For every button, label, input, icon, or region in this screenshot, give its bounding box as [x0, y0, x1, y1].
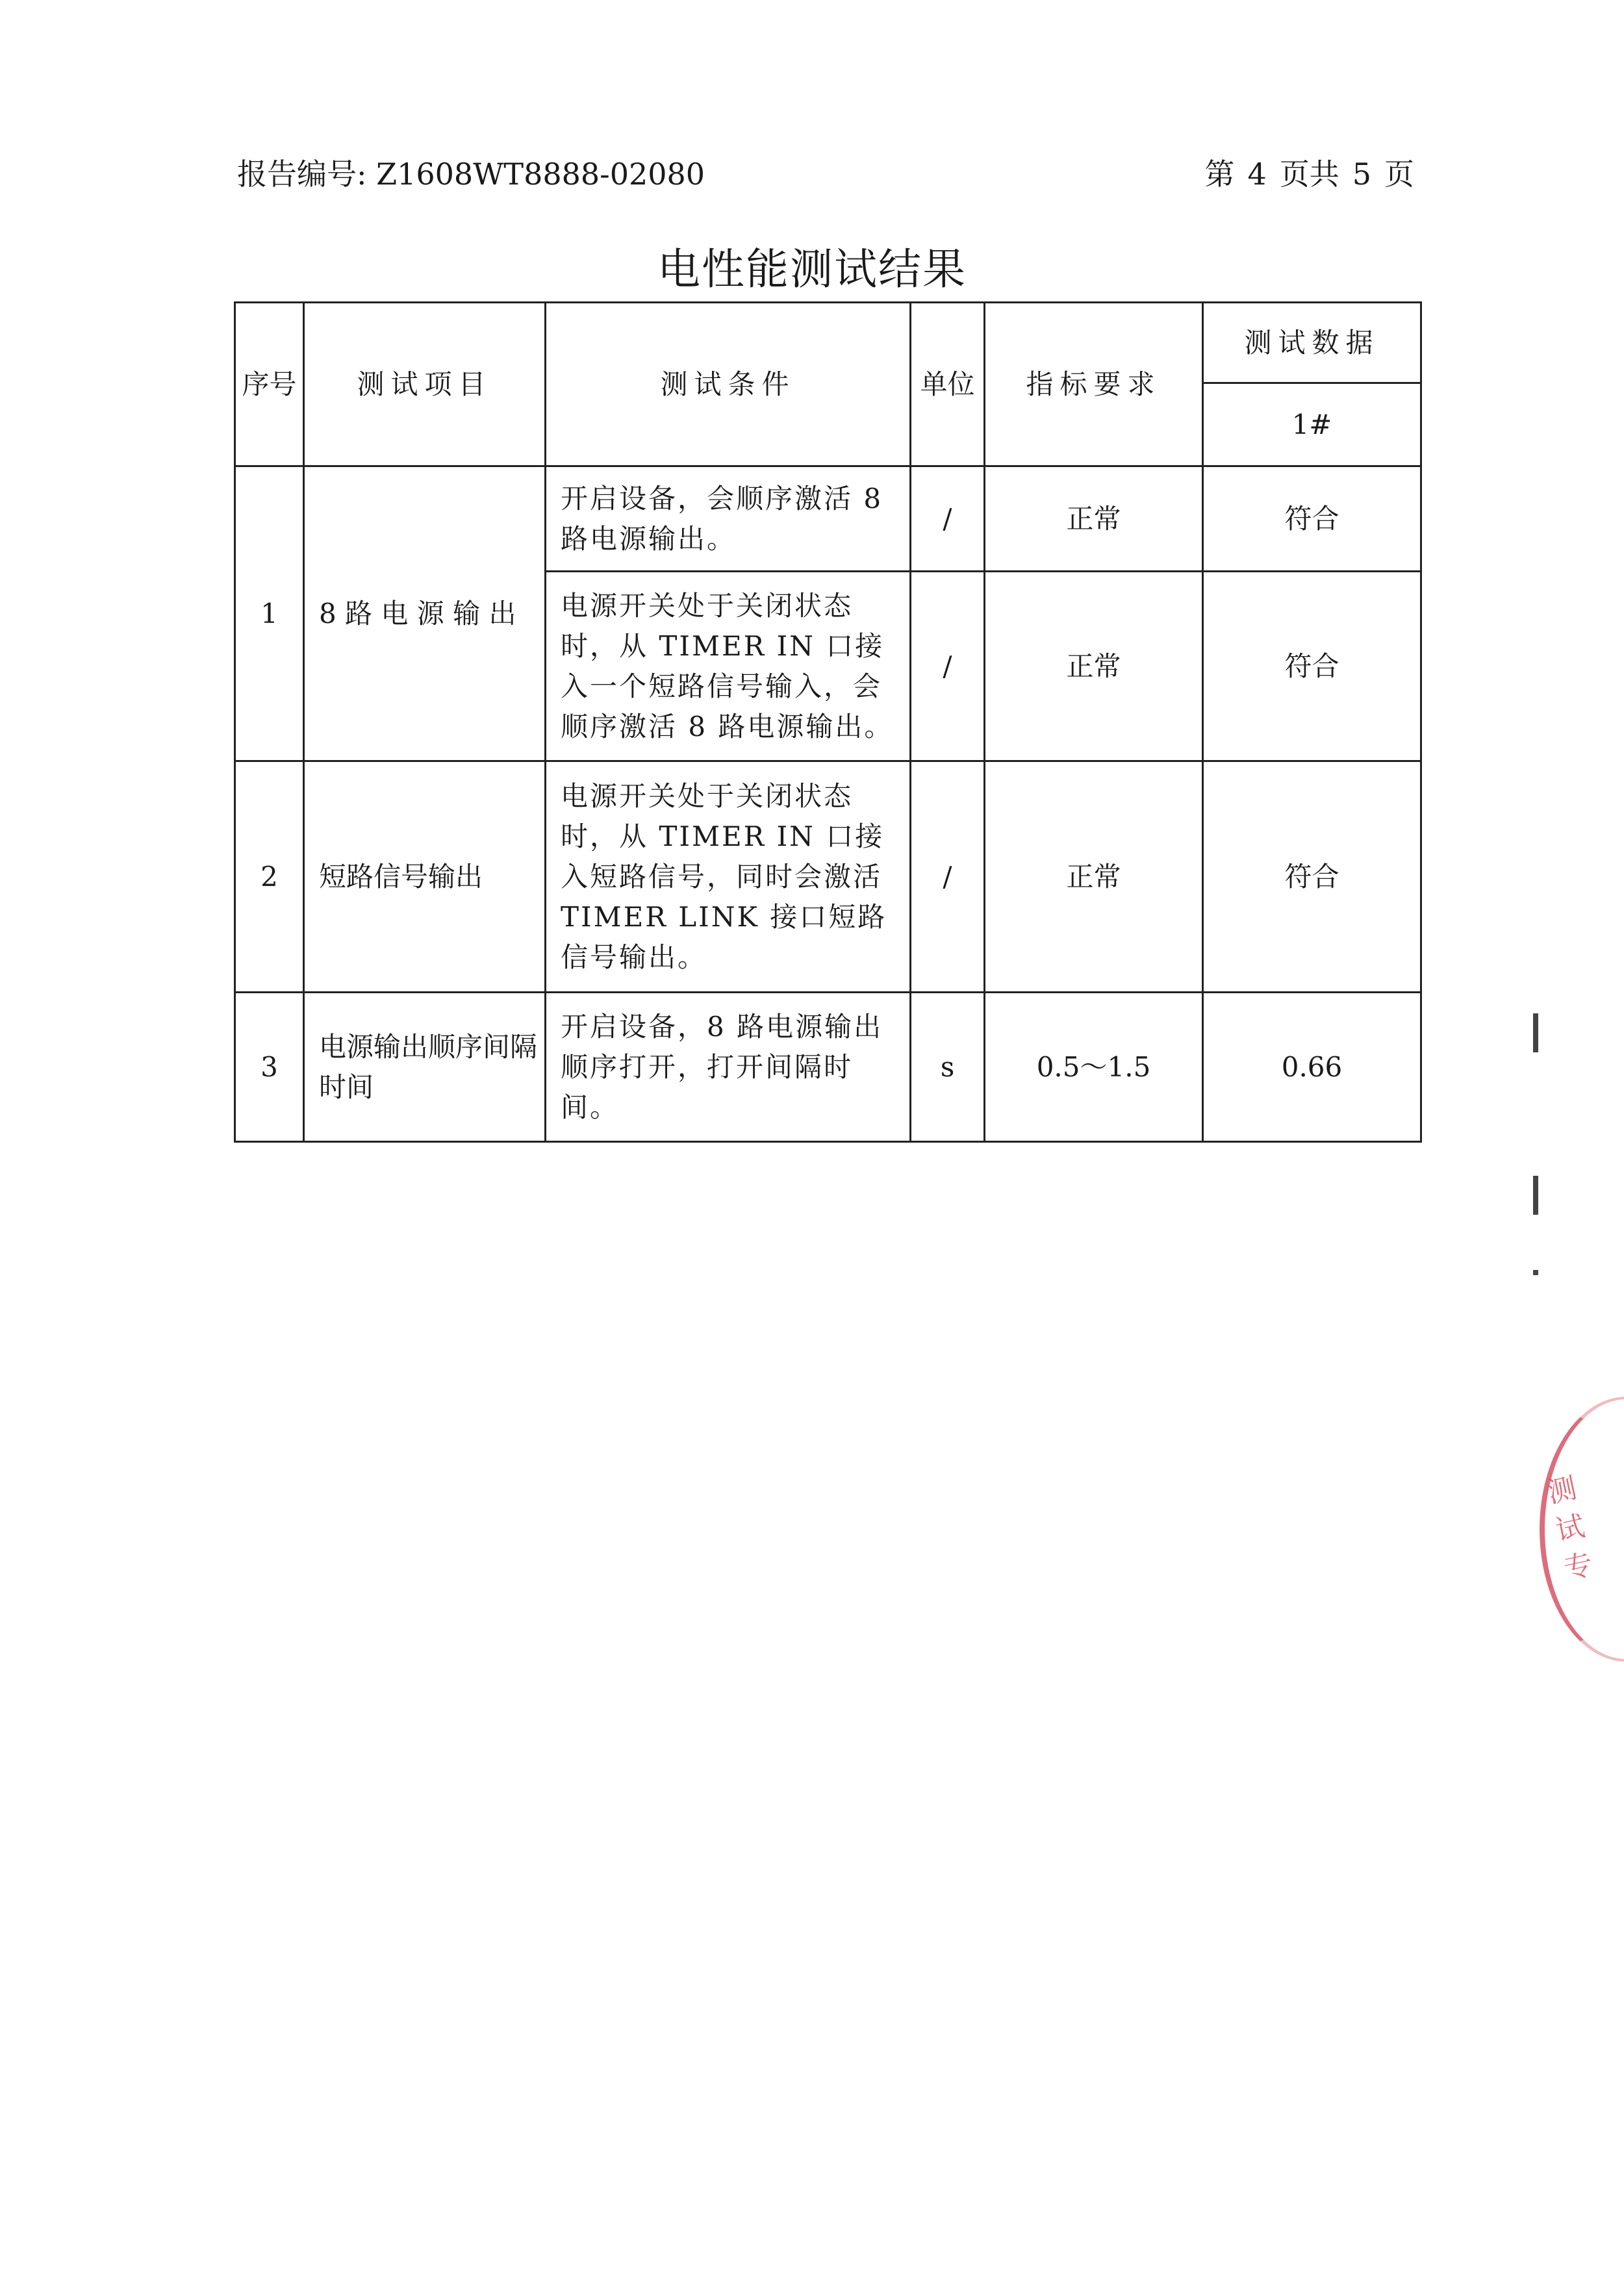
report-number — [237, 155, 705, 194]
row-item: 8 路 电 源 输 出 — [304, 466, 546, 761]
header-item: 测试项目 — [304, 303, 546, 466]
page-number — [1198, 155, 1421, 194]
report-number-label: 报告编号: — [237, 157, 367, 192]
row-requirement: 正常 — [985, 466, 1203, 572]
row-requirement: 正常 — [985, 572, 1203, 761]
header-condition: 测试条件 — [546, 303, 911, 466]
page-prefix: 第 — [1204, 157, 1235, 192]
table-row — [235, 993, 1421, 1142]
header-row — [235, 303, 1421, 383]
row-seq: 3 — [235, 993, 304, 1142]
header-sample: 1# — [1203, 383, 1421, 466]
page-header — [237, 155, 1421, 194]
header-requirement: 指标要求 — [985, 303, 1203, 466]
header-unit: 单位 — [911, 303, 985, 466]
row-result: 符合 — [1203, 572, 1421, 761]
row-condition: 电源开关处于关闭状态时，从 TIMER IN 口接入短路信号，同时会激活 TIMER LINK 接口短路信号输出。 — [546, 761, 911, 993]
row-seq: 2 — [235, 761, 304, 993]
header-seq: 序号 — [235, 303, 304, 466]
table-row — [235, 466, 1421, 572]
row-unit: / — [911, 761, 985, 993]
row-condition: 开启设备，会顺序激活 8 路电源输出。 — [546, 466, 911, 572]
report-number-value: Z1608WT8888-02080 — [376, 157, 705, 192]
row-result: 符合 — [1203, 466, 1421, 572]
row-condition: 开启设备，8 路电源输出顺序打开，打开间隔时间。 — [546, 993, 911, 1142]
page-current: 4 — [1247, 157, 1267, 192]
page-suffix: 页 — [1384, 157, 1414, 192]
table-row — [235, 761, 1421, 993]
row-unit: / — [911, 572, 985, 761]
row-requirement: 正常 — [985, 761, 1203, 993]
row-seq: 1 — [235, 466, 304, 761]
scan-mark — [1533, 1270, 1538, 1275]
seal-text: 测试专 — [1544, 1471, 1596, 1586]
scan-mark — [1533, 1176, 1538, 1215]
row-item: 短路信号输出 — [304, 761, 546, 993]
scan-mark — [1533, 1013, 1538, 1052]
row-unit: / — [911, 466, 985, 572]
row-requirement: 0.5～1.5 — [985, 993, 1203, 1142]
row-unit: s — [911, 993, 985, 1142]
document-title: 电性能测试结果 — [657, 244, 967, 294]
row-item: 电源输出顺序间隔时间 — [304, 993, 546, 1142]
row-condition: 电源开关处于关闭状态时，从 TIMER IN 口接入一个短路信号输入，会顺序激活 8 路电源输出。 — [546, 572, 911, 761]
page-mid: 页共 — [1279, 157, 1339, 192]
header-data: 测试数据 — [1203, 303, 1421, 383]
results-table — [234, 301, 1422, 1143]
row-result: 0.66 — [1203, 993, 1421, 1142]
row-result: 符合 — [1203, 761, 1421, 993]
page-total: 5 — [1352, 157, 1371, 192]
